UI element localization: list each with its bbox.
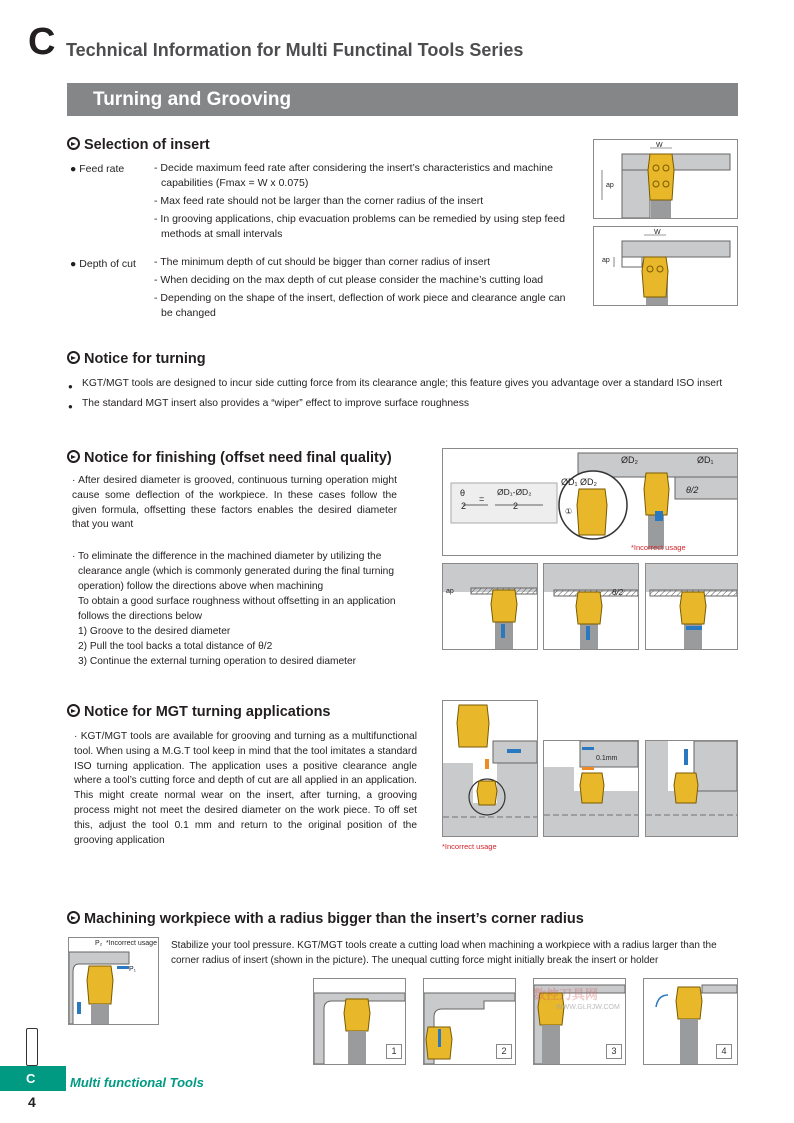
w-label: W	[654, 229, 661, 236]
radius-step-figure-4	[643, 978, 738, 1065]
mgt-figure-2	[543, 740, 639, 837]
formula-numerator: ØD₁-ØD₂	[497, 487, 532, 497]
finishing-diagram	[443, 449, 737, 555]
mgt-incorrect-diagram	[443, 701, 537, 836]
finishing-step-figure-1	[442, 563, 538, 650]
insert-grooving-diagram	[594, 140, 737, 218]
offset-label: 0.1mm	[596, 755, 618, 762]
radius-force-diagram	[69, 938, 158, 1024]
footer-tab-letter: C	[26, 1071, 36, 1086]
insert-turning-diagram	[594, 227, 737, 305]
finishing-step-diagram	[544, 564, 638, 649]
radius-step-figure-1	[313, 978, 406, 1065]
finishing-para1: · After desired diameter is grooved, continuous turning operation might cause some deflection of the workpiece. In these cases follow the given formula, offsetting these factors enables the desired diameter that you want	[72, 475, 397, 531]
incorrect-usage-label: *Incorrect usage	[631, 543, 686, 552]
arrow-circle-icon	[67, 351, 80, 364]
heading-selection-of-insert: Selection of insert	[67, 137, 210, 153]
heading-radius-machining: Machining workpiece with a radius bigger than the insert’s corner radius	[67, 911, 584, 927]
radius-line: Stabilize your tool pressure. KGT/MGT tools create a cutting load when machining a workpiece with a radius larger than the	[171, 940, 717, 951]
theta-half-label: θ/2	[612, 588, 624, 597]
arrow-circle-icon	[67, 704, 80, 717]
heading-notice-for-mgt: Notice for MGT turning applications	[67, 704, 331, 720]
formula-theta: θ	[460, 488, 466, 498]
heading-notice-for-turning: Notice for turning	[67, 351, 206, 367]
tool-icon	[26, 1028, 38, 1066]
depth-line: be changed	[161, 307, 216, 319]
p2-label: P₂	[95, 940, 103, 947]
chapter-letter: C	[28, 21, 56, 63]
finishing-line: 3) Continue the external turning operation to desired diameter	[78, 656, 357, 667]
mgt-figure-3	[645, 740, 738, 837]
depth-of-cut-lines	[154, 255, 584, 321]
heading-notice-for-finishing: Notice for finishing (offset need final quality)	[67, 450, 392, 466]
depth-line: - Depending on the shape of the insert, deflection of work piece and clearance angle can	[154, 292, 566, 304]
mgt-offset-diagram	[544, 741, 638, 836]
arrow-circle-icon	[67, 137, 80, 150]
step-number: 4	[716, 1044, 732, 1059]
depth-line: - When deciding on the max depth of cut please consider the machine’s cutting load	[154, 274, 544, 286]
finishing-line: operation) follow the directions above when machining	[78, 581, 324, 592]
formula-denominator: 2	[513, 501, 519, 511]
radius-line: corner radius of insert (shown in the picture). The unequal cutting force might initially break the insert or holder	[171, 955, 659, 966]
finishing-line: follows the directions below	[78, 611, 203, 622]
page-title: Technical Information for Multi Functinal Tools Series	[66, 40, 524, 60]
d2-label: ØD₂	[621, 455, 638, 465]
feed-rate-label: ● Feed rate	[70, 163, 125, 175]
feed-rate-line: methods at small intervals	[161, 228, 283, 240]
depth-line: - The minimum depth of cut should be bigger than corner radius of insert	[154, 256, 490, 268]
mgt-figure-1	[442, 700, 538, 837]
w-label: W	[656, 142, 663, 149]
circle-one-label: ①	[565, 507, 573, 516]
step-number: 1	[386, 1044, 402, 1059]
finishing-formula-figure	[442, 448, 738, 556]
finishing-line: To obtain a good surface roughness without offsetting in an application	[78, 596, 396, 607]
watermark-text: 数控刀具网	[533, 987, 599, 1002]
arrow-circle-icon	[67, 911, 80, 924]
finishing-step-figure-3	[645, 563, 738, 650]
mgt-return-diagram	[646, 741, 737, 836]
step-number: 2	[496, 1044, 512, 1059]
feed-rate-figure	[593, 139, 738, 219]
turning-item: The standard MGT insert also provides a “wiper” effect to improve surface roughness	[82, 398, 470, 409]
finishing-line: 2) Pull the tool backs a total distance of θ/2	[78, 641, 273, 652]
theta-half-label: θ/2	[686, 485, 699, 495]
finishing-step-diagram	[443, 564, 537, 649]
ap-label: ap	[446, 588, 454, 595]
incorrect-usage-label: *Incorrect usage	[106, 940, 157, 947]
radius-incorrect-figure	[68, 937, 159, 1025]
feed-rate-line: capabilities (Fmax = W x 0.075)	[161, 177, 309, 189]
watermark-url: WWW.GLRJW.COM	[556, 1004, 620, 1011]
incorrect-usage-label: *Incorrect usage	[442, 842, 497, 851]
feed-rate-line: - Max feed rate should not be larger than the corner radius of the insert	[154, 195, 484, 207]
band-title: Turning and Grooving	[93, 89, 292, 110]
finishing-line: 1) Groove to the desired diameter	[78, 626, 231, 637]
page-number: 4	[28, 1094, 36, 1110]
d1-label: ØD₁	[697, 455, 714, 465]
ap-label: ap	[606, 182, 614, 189]
depth-of-cut-figure	[593, 226, 738, 306]
radius-step-figure-2	[423, 978, 516, 1065]
feed-rate-lines	[154, 161, 584, 242]
finishing-step-figure-2	[543, 563, 639, 650]
finishing-para2	[72, 549, 412, 669]
footer-label: Multi functional Tools	[70, 1075, 204, 1090]
finishing-line: clearance angle (which is commonly generated during the final turning	[78, 566, 394, 577]
mgt-para: · KGT/MGT tools are available for grooving and turning as a multifunctional tool. When using a M.G.T tool keep in mind that the tool imitates a standard ISO turning application. The application uses a positive clearance angle where a tool’s cutting force and depth of cut are all applied in an application. This might create normal wear on the insert, after turning, a grooving process might not meet the desired diameter on the work piece. To off set this, adjust the tool 0.1 mm and return to the original position of the grooving application	[74, 731, 417, 846]
finishing-line: · To eliminate the difference in the machined diameter by utilizing the	[72, 551, 382, 562]
depth-of-cut-label: ● Depth of cut	[70, 258, 136, 270]
step-number: 3	[606, 1044, 622, 1059]
arrow-circle-icon	[67, 450, 80, 463]
feed-rate-line: - In grooving applications, chip evacuation problems can be remedied by using step feed	[154, 213, 565, 225]
p1-label: P₁	[129, 966, 137, 973]
finishing-step-diagram	[646, 564, 737, 649]
circle-d-label: ØD₁ ØD₂	[561, 477, 598, 487]
ap-label: ap	[602, 257, 610, 264]
formula-two: 2	[461, 501, 467, 511]
radius-para	[171, 938, 741, 968]
feed-rate-line: - Decide maximum feed rate after considering the insert’s characteristics and machine	[154, 162, 553, 174]
turning-item: KGT/MGT tools are designed to incur side cutting force from its clearance angle; this feature gives you advantage over a standard ISO insert	[82, 378, 723, 389]
formula-equals: =	[479, 494, 485, 504]
